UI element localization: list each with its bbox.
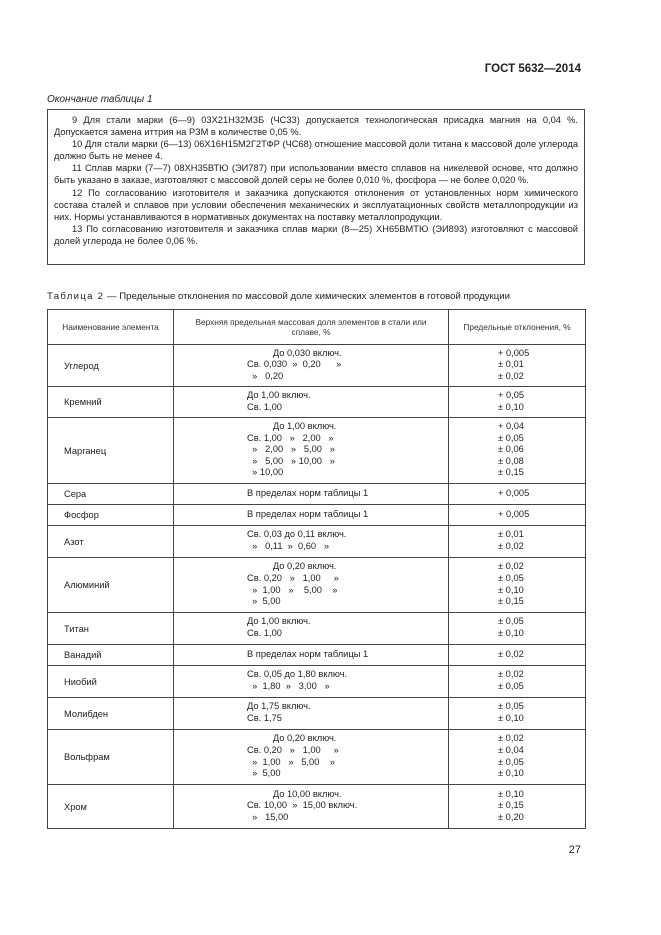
element-name: Ванадий bbox=[48, 645, 174, 666]
table-row bbox=[48, 613, 586, 645]
note-10: 10 Для стали марки (6—13) 06Х16Н15М2Г2ТФР (ЧС68) отношение массовой доли титана к массовой доле углерода должно быть не менее 4. bbox=[54, 139, 578, 162]
deviation-cell bbox=[449, 558, 586, 613]
table-row bbox=[48, 558, 586, 613]
limit-cell bbox=[174, 785, 449, 829]
deviation-cell bbox=[449, 505, 586, 526]
limit-values: Св. 0,03 до 0,11 включ. » 0,11 » 0,60 » bbox=[247, 529, 347, 551]
deviation-cell bbox=[449, 484, 586, 505]
deviation-cell bbox=[449, 698, 586, 730]
table-header-row bbox=[48, 310, 586, 345]
limit-cell bbox=[174, 698, 449, 730]
deviation-cell bbox=[449, 345, 586, 387]
deviation-cell bbox=[449, 418, 586, 484]
limit-cell bbox=[174, 645, 449, 666]
limit-values: В пределах норм таблицы 1 bbox=[247, 508, 369, 519]
table-row bbox=[48, 730, 586, 785]
deviation-cell bbox=[449, 387, 586, 418]
limit-values: До 1,00 включ. Св. 1,00 » 2,00 » » 2,00 » 5,00 » » 5,00 » 10,00 » » 10,00 bbox=[247, 421, 337, 478]
deviation-cell bbox=[449, 613, 586, 645]
deviation-values: ± 0,01 ± 0,02 bbox=[498, 529, 524, 551]
deviation-cell bbox=[449, 645, 586, 666]
table-row bbox=[48, 484, 586, 505]
table-row bbox=[48, 526, 586, 558]
limit-cell bbox=[174, 558, 449, 613]
limit-values: До 10,00 включ. Св. 10,00 » 15,00 включ. » 15,00 bbox=[247, 788, 358, 822]
limit-cell bbox=[174, 730, 449, 785]
note-13: 13 По согласованию изготовителя и заказчика сплав марки (8—25) ХН65ВМТЮ (ЭИ893) изготовляют с массовой долей углерода не более 0,06 %. bbox=[54, 223, 578, 246]
header-limit: Верхняя предельная массовая доля элементов в стали или сплаве, % bbox=[174, 310, 449, 345]
limit-values: До 0,20 включ. Св. 0,20 » 1,00 » » 1,00 » 5,00 » » 5,00 bbox=[247, 561, 339, 607]
element-name: Азот bbox=[48, 526, 174, 558]
table-row bbox=[48, 418, 586, 484]
table-row bbox=[48, 666, 586, 698]
element-name: Титан bbox=[48, 613, 174, 645]
deviation-cell bbox=[449, 730, 586, 785]
notes-box bbox=[47, 109, 585, 265]
deviation-values: + 0,05 ± 0,10 bbox=[498, 389, 525, 412]
deviation-values: ± 0,05 ± 0,10 bbox=[498, 701, 524, 723]
table-row bbox=[48, 345, 586, 387]
limit-cell bbox=[174, 484, 449, 505]
deviation-values: + 0,005 bbox=[498, 508, 530, 519]
limit-values: Св. 0,05 до 1,80 включ. » 1,80 » 3,00 » bbox=[247, 669, 348, 691]
limit-values: До 0,030 включ. Св. 0,030 » 0,20 » » 0,20 bbox=[247, 347, 342, 381]
table-row bbox=[48, 387, 586, 418]
element-name: Хром bbox=[48, 785, 174, 829]
element-name: Молибден bbox=[48, 698, 174, 730]
deviation-values: ± 0,02 ± 0,05 ± 0,10 ± 0,15 bbox=[498, 561, 524, 607]
header-element: Наименование элемента bbox=[48, 310, 174, 345]
limit-cell bbox=[174, 345, 449, 387]
deviation-values: ± 0,02 bbox=[498, 648, 524, 659]
page-number: 27 bbox=[568, 844, 581, 856]
deviation-values: ± 0,10 ± 0,15 ± 0,20 bbox=[498, 788, 524, 822]
limit-values: До 1,00 включ. Св. 1,00 bbox=[247, 389, 311, 412]
table-row bbox=[48, 785, 586, 829]
table-title: — Предельные отклонения по массовой доле химических элементов в готовой продукции bbox=[104, 291, 510, 302]
deviation-values: ± 0,02 ± 0,05 bbox=[498, 669, 524, 691]
limit-cell bbox=[174, 666, 449, 698]
limit-cell bbox=[174, 526, 449, 558]
element-name: Вольфрам bbox=[48, 730, 174, 785]
deviation-table bbox=[47, 309, 586, 829]
deviation-values: + 0,04 ± 0,05 ± 0,06 ± 0,08 ± 0,15 bbox=[498, 421, 525, 478]
limit-values: В пределах норм таблицы 1 bbox=[247, 487, 369, 498]
limit-values: В пределах норм таблицы 1 bbox=[247, 648, 369, 659]
header-deviation: Предельные отклонения, % bbox=[449, 310, 586, 345]
element-name: Кремний bbox=[48, 387, 174, 418]
limit-cell bbox=[174, 505, 449, 526]
standard-number: ГОСТ 5632—2014 bbox=[484, 63, 581, 75]
element-name: Углерод bbox=[48, 345, 174, 387]
table-caption bbox=[47, 291, 510, 302]
deviation-values: ± 0,05 ± 0,10 bbox=[498, 616, 524, 638]
deviation-cell bbox=[449, 785, 586, 829]
element-name: Сера bbox=[48, 484, 174, 505]
element-name: Фосфор bbox=[48, 505, 174, 526]
deviation-values: + 0,005 bbox=[498, 487, 530, 498]
deviation-cell bbox=[449, 666, 586, 698]
element-name: Алюминий bbox=[48, 558, 174, 613]
limit-cell bbox=[174, 418, 449, 484]
table-continuation-label: Окончание таблицы 1 bbox=[47, 94, 153, 105]
note-11: 11 Сплав марки (7—7) 08ХН35ВТЮ (ЭИ787) при использовании вместо сплавов на никелевой основе, что должно быть указано в заказе, изготовляют с массовой долей серы не более 0,010 %, фосфора — не более 0,020 %. bbox=[54, 163, 578, 186]
table-row bbox=[48, 698, 586, 730]
table-label: Таблица 2 bbox=[47, 291, 105, 302]
element-name: Ниобий bbox=[48, 666, 174, 698]
note-12: 12 По согласованию изготовителя и заказчика допускаются отклонения от установленных норм химического состава сталей и сплавов при условии обеспечения механических и эксплуатационных свойств металлопродукции из них. Нормы устанавливаются в нормативных документах на поставку металлопродукции. bbox=[54, 187, 578, 222]
table-row bbox=[48, 645, 586, 666]
limit-values: До 1,00 включ. Св. 1,00 bbox=[247, 616, 311, 638]
note-9: 9 Для стали марки (6—9) 03Х21Н32М3Б (ЧС33) допускается технологическая присадка магния на 0,04 %. Допускается замена иттрия на РЗМ в количестве 0,05 %. bbox=[54, 115, 578, 138]
limit-values: До 0,20 включ. Св. 0,20 » 1,00 » » 1,00 » 5,00 » » 5,00 bbox=[247, 733, 339, 779]
limit-cell bbox=[174, 613, 449, 645]
limit-values: До 1,75 включ. Св. 1,75 bbox=[247, 701, 311, 723]
limit-cell bbox=[174, 387, 449, 418]
table-row bbox=[48, 505, 586, 526]
element-name: Марганец bbox=[48, 418, 174, 484]
deviation-cell bbox=[449, 526, 586, 558]
deviation-values: ± 0,02 ± 0,04 ± 0,05 ± 0,10 bbox=[498, 733, 524, 779]
deviation-values: + 0,005 ± 0,01 ± 0,02 bbox=[498, 347, 530, 381]
